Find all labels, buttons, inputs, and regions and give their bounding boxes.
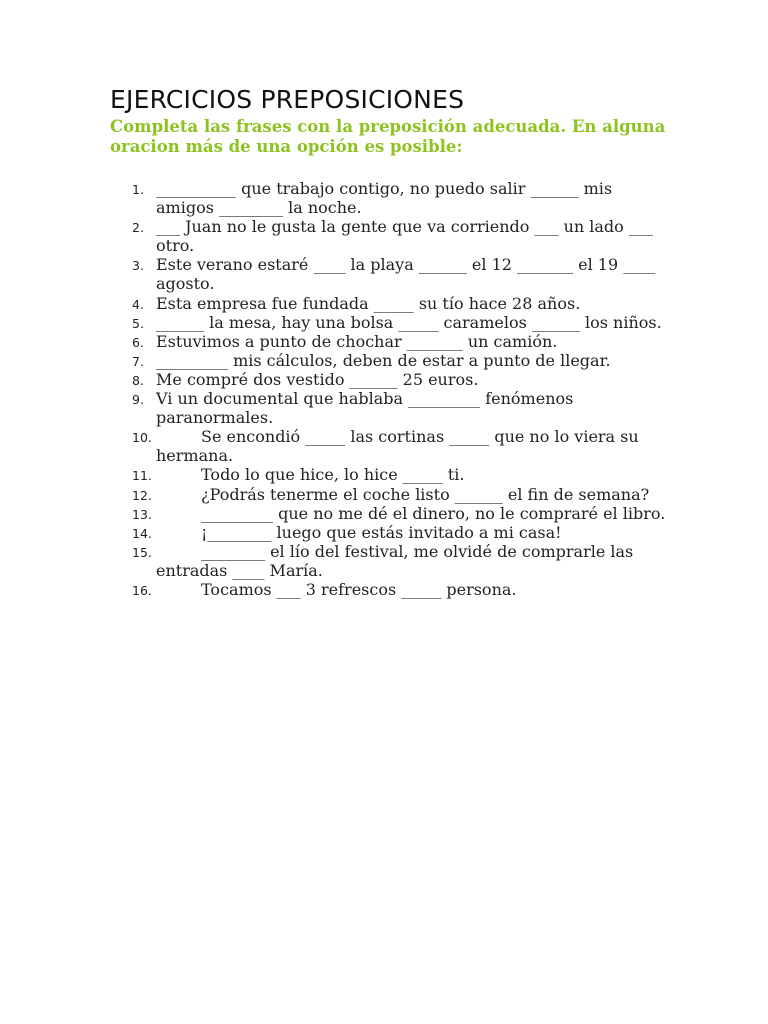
exercise-item [110, 485, 670, 504]
exercise-number: 11. [132, 468, 152, 484]
exercise-item [110, 179, 670, 217]
exercise-item [110, 332, 670, 351]
exercise-number: 14. [132, 525, 152, 541]
exercise-item [110, 427, 670, 465]
instructions-text: Completa las frases con la preposición adecuada. En alguna oracion más de una opción es posible: [110, 117, 666, 156]
exercise-sentence: Me compré dos vestido ______ 25 euros. [156, 369, 479, 389]
exercise-item [110, 389, 670, 427]
exercise-number: 5. [132, 315, 144, 331]
exercise-list [110, 179, 670, 599]
exercise-sentence: Este verano estaré ____ la playa ______ el 12 _______ el 19 ____ agosto. [156, 255, 661, 294]
exercise-number: 15. [132, 544, 152, 560]
exercise-sentence: _________ que no me dé el dinero, no le compraré el libro. [156, 503, 666, 523]
exercise-sentence: Se encondió _____ las cortinas _____ que no lo viera su hermana. [156, 427, 644, 466]
exercise-item [110, 542, 670, 580]
exercise-sentence: ______ la mesa, hay una bolsa _____ caramelos ______ los niños. [156, 312, 662, 332]
exercise-number: 4. [132, 296, 144, 312]
exercise-number: 1. [132, 182, 144, 197]
exercise-number: 13. [132, 506, 152, 522]
exercise-sentence: Todo lo que hice, lo hice _____ ti. [156, 465, 465, 485]
exercise-item [110, 313, 670, 332]
exercise-item [110, 504, 670, 523]
exercise-item [110, 523, 670, 542]
exercise-sentence: __________ que trabajo contigo, no puedo salir ______ mis amigos ________ la noche. [156, 179, 618, 218]
exercise-number: 3. [132, 258, 144, 274]
exercise-number: 8. [132, 372, 144, 388]
exercise-sentence: _________ mis cálculos, deben de estar a punto de llegar. [156, 350, 611, 370]
exercise-number: 10. [132, 430, 152, 446]
exercise-item [110, 580, 670, 599]
exercise-number: 12. [132, 487, 152, 503]
exercise-sentence: Estuvimos a punto de chochar _______ un camión. [156, 331, 558, 351]
exercise-sentence: ¡________ luego que estás invitado a mi casa! [156, 522, 562, 542]
exercise-sentence: Tocamos ___ 3 refrescos _____ persona. [156, 579, 517, 599]
exercise-sentence: ¿Podrás tenerme el coche listo ______ el fin de semana? [156, 484, 650, 504]
exercise-sentence: Esta empresa fue fundada _____ su tío hace 28 años. [156, 293, 581, 313]
exercise-number: 7. [132, 353, 144, 369]
exercise-item [110, 370, 670, 389]
exercise-number: 9. [132, 392, 144, 408]
exercise-sentence: ___ Juan no le gusta la gente que va corriendo ___ un lado ___ otro. [156, 217, 658, 256]
exercise-sentence: Vi un documental que hablaba _________ fenómenos paranormales. [156, 389, 579, 428]
document-page [110, 84, 670, 599]
exercise-number: 2. [132, 220, 144, 236]
exercise-number: 16. [132, 582, 152, 598]
exercise-sentence: ________ el lío del festival, me olvidé de comprarle las entradas ____ María. [156, 541, 639, 580]
exercise-item [110, 217, 670, 255]
exercise-item [110, 294, 670, 313]
exercise-item [110, 255, 670, 293]
document-title: EJERCICIOS PREPOSICIONES [110, 85, 465, 114]
exercise-item [110, 351, 670, 370]
exercise-item [110, 465, 670, 484]
exercise-number: 6. [132, 334, 144, 350]
